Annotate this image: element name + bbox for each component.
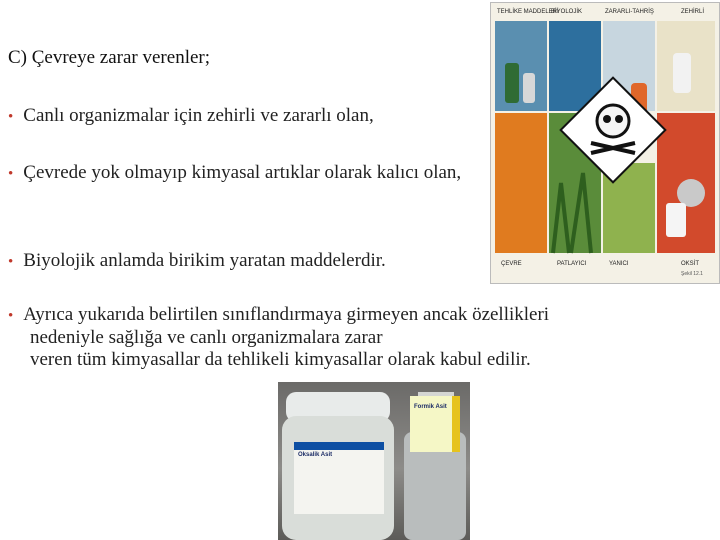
poster-header: TEHLİKE MADDELERİ — [497, 9, 559, 15]
bullet-item — [8, 162, 488, 185]
bullet-icon: • — [8, 308, 14, 324]
bullet-text-line: nedeniyle sağlığa ve canlı organizmalara zarar — [30, 327, 383, 348]
poster-footer: YANICI — [609, 261, 629, 267]
bullet-item — [8, 304, 713, 371]
slide-heading: C) Çevreye zarar verenler; — [8, 47, 211, 68]
hazard-poster-image — [490, 2, 720, 284]
bullet-icon: • — [8, 166, 14, 182]
bottle-label: Oksalik Asit — [298, 452, 333, 458]
bullet-item — [8, 250, 386, 273]
hazard-poster-illustration — [491, 3, 719, 283]
bullet-text: Canlı organizmalar için zehirli ve zararlı olan, — [23, 105, 374, 126]
bullet-item — [8, 105, 374, 128]
poster-header: BİYOLOJİK — [551, 9, 583, 15]
chemical-bottles-photo — [278, 382, 470, 540]
bottle-label: Formik Asit — [414, 404, 447, 410]
bullet-icon: • — [8, 109, 14, 125]
bullet-text: Biyolojik anlamda birikim yaratan maddelerdir. — [23, 250, 386, 271]
poster-caption: Şekil 12.1 — [681, 271, 703, 277]
poster-footer: OKSİT — [681, 261, 700, 267]
bullet-text-line: Ayrıca yukarıda belirtilen sınıflandırmaya girmeyen ancak özellikleri — [23, 304, 550, 325]
poster-header: ZARARLI-TAHRİŞ — [605, 9, 654, 15]
bullet-icon: • — [8, 254, 14, 270]
bullet-text: Çevrede yok olmayıp kimyasal artıklar olarak kalıcı olan, — [23, 162, 462, 183]
poster-footer: ÇEVRE — [501, 261, 522, 267]
poster-footer: PATLAYICI — [557, 261, 587, 267]
bullet-text-line: veren tüm kimyasallar da tehlikeli kimyasallar olarak kabul edilir. — [30, 349, 531, 370]
poster-header: ZEHİRLİ — [681, 9, 705, 15]
